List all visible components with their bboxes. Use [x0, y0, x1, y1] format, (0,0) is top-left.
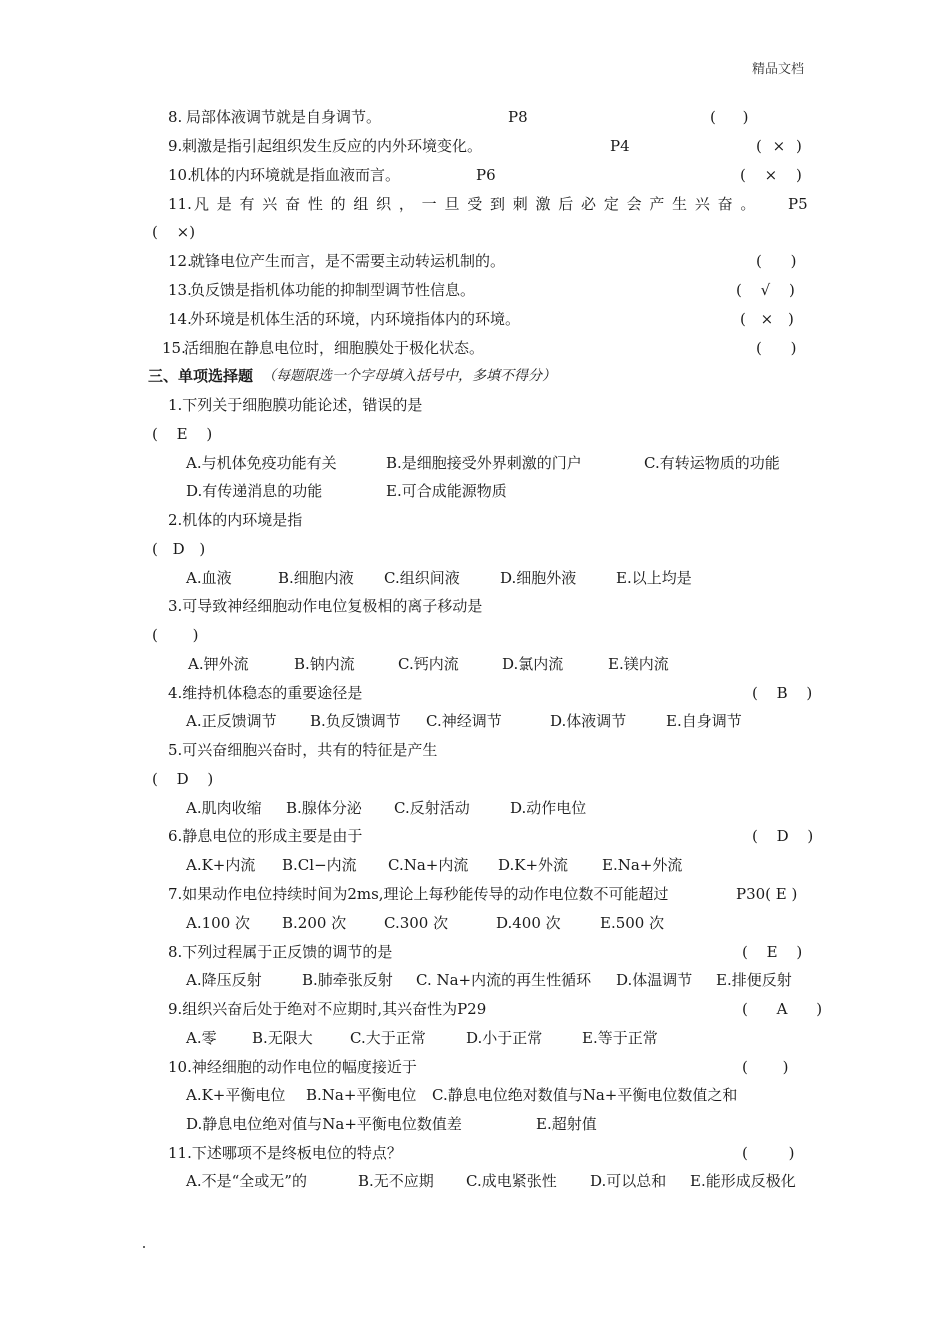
tf-answer: ( ) — [756, 339, 797, 357]
tf-num: 10. — [168, 166, 192, 184]
tf-text: 刺激是指引起组织发生反应的内外环境变化。 — [182, 137, 483, 155]
answer-slot: ( D ) — [152, 540, 206, 558]
option-b: B.细胞内液 — [278, 569, 354, 587]
mcq-1-options-row2 — [0, 477, 950, 505]
mcq-10-question — [0, 1053, 950, 1081]
mcq-9-question — [0, 995, 950, 1023]
question-text: 4.维持机体稳态的重要途径是 — [168, 684, 363, 702]
answer-slot: ( ) — [152, 626, 199, 644]
option-c: C. Na+内流的再生性循环 — [416, 971, 592, 989]
option-e: E.500 次 — [600, 914, 665, 932]
option-b: B.腺体分泌 — [286, 799, 362, 817]
mcq-2-options — [0, 564, 950, 592]
mcq-1-options-row1 — [0, 449, 950, 477]
tf-item-9 — [0, 132, 950, 160]
option-c: C.有转运物质的功能 — [644, 454, 780, 472]
option-e: E.自身调节 — [666, 712, 742, 730]
tf-ref: P6 — [476, 166, 496, 184]
mcq-5-question — [0, 736, 950, 764]
mcq-8-question — [0, 938, 950, 966]
option-d: D.K+外流 — [498, 856, 569, 874]
mcq-8-options — [0, 966, 950, 994]
tf-item-15 — [0, 334, 950, 362]
mcq-2-question — [0, 506, 950, 534]
question-text: 3.可导致神经细胞动作电位复极相的离子移动是 — [168, 597, 483, 615]
option-d: D.有传递消息的功能 — [186, 482, 323, 500]
option-c: C.钙内流 — [398, 655, 459, 673]
option-e: E.Na+外流 — [602, 856, 683, 874]
question-text: 1.下列关于细胞膜功能论述，错误的是 — [168, 396, 423, 414]
tf-num: 9. — [168, 137, 183, 155]
option-e: E.能形成反极化 — [690, 1172, 796, 1190]
option-b: B.Cl−内流 — [282, 856, 357, 874]
answer-slot: ( E ) — [152, 425, 213, 443]
mcq-5-options — [0, 794, 950, 822]
question-text: 9.组织兴奋后处于绝对不应期时,其兴奋性为P29 — [168, 1000, 487, 1018]
question-text: 7.如果动作电位持续时间为2ms,理论上每秒能传导的动作电位数不可能超过 — [168, 885, 669, 903]
option-a: A.正反馈调节 — [186, 712, 277, 730]
option-b: B.钠内流 — [294, 655, 355, 673]
option-b: B.是细胞接受外界刺激的门户 — [386, 454, 582, 472]
tf-item-11 — [0, 190, 950, 218]
tf-text: 就锋电位产生而言，是不需要主动转运机制的。 — [190, 252, 506, 270]
option-b: B.200 次 — [282, 914, 347, 932]
tf-answer: ( ) — [710, 108, 749, 126]
answer-slot: ( B ) — [752, 684, 813, 702]
tf-text: 活细胞在静息电位时，细胞膜处于极化状态。 — [184, 339, 485, 357]
option-d: D.400 次 — [496, 914, 561, 932]
mcq-1-question — [0, 391, 950, 419]
mcq-2-answer — [0, 535, 950, 563]
option-d: D.小于正常 — [466, 1029, 543, 1047]
tf-answer: ( √ ) — [736, 281, 795, 299]
option-e: E.以上均是 — [616, 569, 692, 587]
mcq-6-options — [0, 851, 950, 879]
option-a: A.血液 — [186, 569, 232, 587]
tf-answer: ( × ) — [756, 137, 802, 155]
tf-answer: ( ×) — [152, 223, 196, 241]
section-heading — [0, 362, 950, 390]
mcq-7-question — [0, 880, 950, 908]
option-e: E.可合成能源物质 — [386, 482, 507, 500]
mcq-3-options — [0, 650, 950, 678]
option-d: D.体液调节 — [550, 712, 627, 730]
option-c: C.300 次 — [384, 914, 449, 932]
section-title: 三、单项选择题 — [148, 367, 254, 385]
question-text: 8.下列过程属于正反馈的调节的是 — [168, 943, 393, 961]
option-c: C.Na+内流 — [388, 856, 469, 874]
answer-slot: ( E ) — [742, 943, 803, 961]
mcq-4-options — [0, 707, 950, 735]
option-c: C.反射活动 — [394, 799, 470, 817]
option-d: D.可以总和 — [590, 1172, 667, 1190]
option-a: A.K+内流 — [186, 856, 256, 874]
mcq-10-options-row1 — [0, 1081, 950, 1109]
option-a: A.零 — [186, 1029, 217, 1047]
option-a: A.不是“全或无”的 — [186, 1172, 307, 1190]
tf-ref: P5 — [788, 195, 808, 213]
tf-ref: P4 — [610, 137, 630, 155]
option-a: A.100 次 — [186, 914, 250, 932]
header-watermark: 精品文档 — [751, 62, 804, 77]
answer-slot: ( D ) — [752, 827, 814, 845]
option-d: D.动作电位 — [510, 799, 587, 817]
question-text: 6.静息电位的形成主要是由于 — [168, 827, 363, 845]
tf-text: 机体的内环境就是指血液而言。 — [190, 166, 401, 184]
tf-item-8 — [0, 103, 950, 131]
tf-num: 8. — [168, 108, 183, 126]
option-b: B.Na+平衡电位 — [306, 1086, 417, 1104]
tf-num: 13. — [168, 281, 192, 299]
tf-text: 局部体液调节就是自身调节。 — [186, 108, 382, 126]
tf-text: 外环境是机体生活的环境，内环境指体内的环境。 — [190, 310, 521, 328]
option-b: B.无限大 — [252, 1029, 313, 1047]
mcq-5-answer — [0, 765, 950, 793]
mcq-4-question — [0, 679, 950, 707]
option-b: B.负反馈调节 — [310, 712, 401, 730]
tf-item-13 — [0, 276, 950, 304]
mcq-11-question — [0, 1139, 950, 1167]
tf-num: 14. — [168, 310, 192, 328]
option-e: E.排便反射 — [716, 971, 792, 989]
option-d: D.氯内流 — [502, 655, 564, 673]
tf-num: 12. — [168, 252, 192, 270]
tf-item-10 — [0, 161, 950, 189]
answer-slot: ( ) — [742, 1144, 795, 1162]
question-text: 5.可兴奋细胞兴奋时，共有的特征是产生 — [168, 741, 438, 759]
question-text: 2.机体的内环境是指 — [168, 511, 303, 529]
tf-answer: ( × ) — [740, 310, 794, 328]
option-c: C.静息电位绝对数值与Na+平衡电位数值之和 — [432, 1086, 738, 1104]
tf-item-11-answer — [0, 218, 950, 246]
answer-slot: ( A ) — [742, 1000, 823, 1018]
answer-slot: ( D ) — [152, 770, 214, 788]
option-a: A.肌肉收缩 — [186, 799, 262, 817]
answer-slot: P30( E ) — [736, 885, 798, 903]
option-e: E.超射值 — [536, 1115, 597, 1133]
section-note: （每题限选一个字母填入括号中，多填不得分） — [262, 368, 556, 384]
option-a: A.降压反射 — [186, 971, 262, 989]
option-a: A.钾外流 — [188, 655, 249, 673]
option-d: D.体温调节 — [616, 971, 693, 989]
option-c: C.成电紧张性 — [466, 1172, 557, 1190]
mcq-10-options-row2 — [0, 1110, 950, 1138]
option-a: A.K+平衡电位 — [186, 1086, 286, 1104]
tf-answer: ( × ) — [740, 166, 802, 184]
option-b: B.肺牵张反射 — [302, 971, 393, 989]
tf-num: 11. — [168, 195, 192, 213]
option-c: C.组织间液 — [384, 569, 460, 587]
tf-ref: P8 — [508, 108, 528, 126]
mcq-7-options — [0, 909, 950, 937]
question-text: 11.下述哪项不是终板电位的特点？ — [168, 1144, 402, 1162]
tf-item-14 — [0, 305, 950, 333]
option-e: E.等于正常 — [582, 1029, 658, 1047]
option-c: C.大于正常 — [350, 1029, 426, 1047]
mcq-3-question — [0, 592, 950, 620]
mcq-9-options — [0, 1024, 950, 1052]
tf-answer: ( ) — [756, 252, 797, 270]
option-e: E.镁内流 — [608, 655, 669, 673]
option-d: D.静息电位绝对值与Na+平衡电位数值差 — [186, 1115, 462, 1133]
mcq-11-options — [0, 1167, 950, 1195]
mcq-3-answer — [0, 621, 950, 649]
answer-slot: ( ) — [742, 1058, 789, 1076]
option-d: D.细胞外液 — [500, 569, 577, 587]
option-a: A.与机体免疫功能有关 — [186, 454, 337, 472]
option-c: C.神经调节 — [426, 712, 502, 730]
footer-dot — [143, 1246, 145, 1248]
tf-item-12 — [0, 247, 950, 275]
tf-text: 负反馈是指机体功能的抑制型调节性信息。 — [190, 281, 476, 299]
mcq-6-question — [0, 822, 950, 850]
tf-num: 15. — [162, 339, 186, 357]
mcq-1-answer — [0, 420, 950, 448]
tf-text: 凡 是 有 兴 奋 性 的 组 织 ， 一 旦 受 到 刺 激 后 必 定 会 产 生 兴 奋 。 — [194, 195, 757, 213]
question-text: 10.神经细胞的动作电位的幅度接近于 — [168, 1058, 417, 1076]
option-b: B.无不应期 — [358, 1172, 434, 1190]
